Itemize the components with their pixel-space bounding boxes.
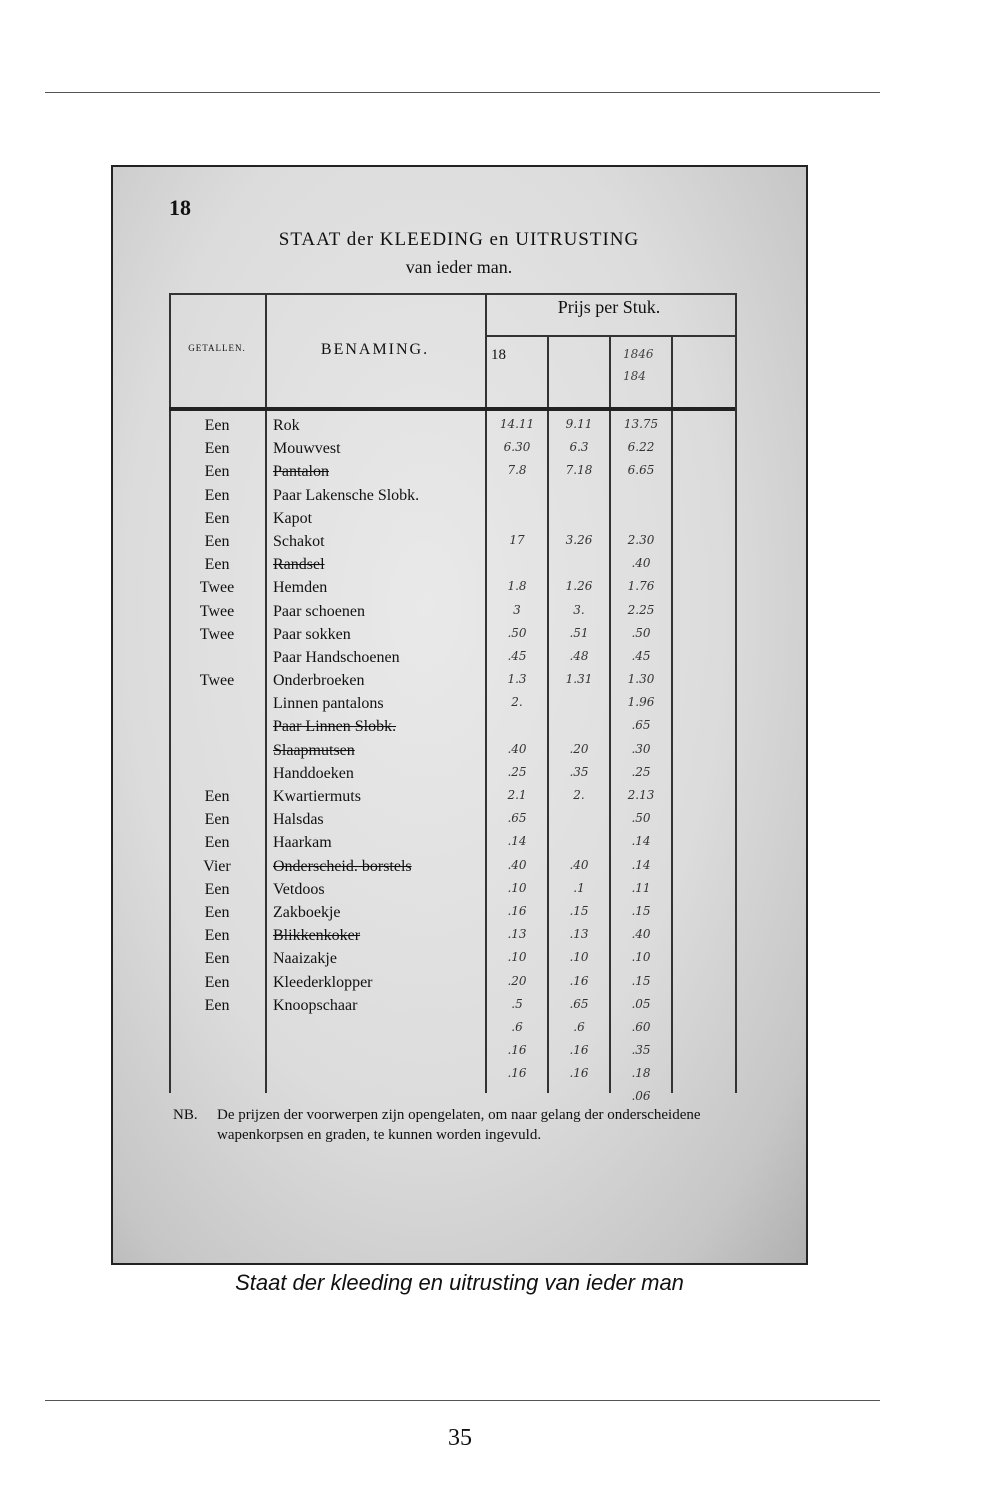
row-item-name: Zakboekje [273, 903, 341, 921]
table-row [169, 881, 779, 904]
row-price-1: .6 [511, 1019, 523, 1034]
row-price-2: 2. [573, 788, 585, 802]
row-price-1: .13 [507, 927, 527, 942]
row-price-1: .40 [507, 857, 527, 872]
row-price-3: 2.13 [627, 788, 655, 802]
row-price-3: .14 [631, 834, 651, 849]
row-item-name: Naaizakje [273, 950, 337, 968]
row-item-name: Schakot [273, 532, 325, 550]
row-price-3: 6.22 [627, 440, 655, 455]
row-price-3: .60 [631, 1019, 651, 1034]
table-row [169, 417, 779, 440]
row-price-1: .5 [511, 996, 523, 1011]
row-quantity: Een [204, 417, 230, 434]
row-item-name: Mouwvest [273, 440, 341, 458]
table-row [169, 626, 779, 649]
row-price-2: 1.31 [565, 672, 593, 687]
clothing-table [169, 293, 779, 1104]
row-item-name: Paar Lakensche Slobk. [273, 486, 420, 504]
row-price-1: 7.8 [507, 463, 527, 478]
row-price-3: .18 [631, 1066, 651, 1081]
row-price-1: 3 [513, 602, 521, 617]
row-price-1: 2. [511, 695, 523, 710]
row-item-name: Paar Handschoenen [273, 648, 400, 666]
row-quantity: Twee [199, 602, 235, 620]
row-price-2: 9.11 [565, 417, 593, 431]
row-item-name: Hemden [273, 579, 328, 597]
row-quantity: Een [204, 973, 230, 991]
table-row [169, 765, 779, 788]
row-price-2: .13 [569, 927, 589, 942]
row-price-1: .65 [507, 811, 527, 826]
scan-subtitle: van ieder man. [405, 257, 513, 277]
row-item-name: Paar sokken [273, 625, 351, 643]
row-price-2: .51 [569, 625, 589, 640]
table-rows [169, 417, 779, 1113]
table-row [169, 695, 779, 718]
row-price-3: .40 [631, 927, 651, 942]
row-price-1: 14.11 [499, 417, 535, 431]
row-price-3: 13.75 [623, 417, 659, 431]
table-row [169, 1043, 779, 1066]
scan-title: STAAT der KLEEDING en UITRUSTING [278, 229, 640, 250]
table-row [169, 603, 779, 626]
row-price-2: 1.26 [565, 579, 593, 594]
row-item-name: Randsel [273, 556, 325, 574]
row-price-3: .06 [631, 1089, 651, 1104]
nb-text: De prijzen der voorwerpen zijn opengelaten, om naar gelang der onderscheidene wapenkorpsen en graden, te kunnen worden ingevuld. [217, 1107, 701, 1143]
row-price-3: .11 [631, 880, 651, 895]
table-row [169, 997, 779, 1020]
row-price-2: .10 [569, 950, 589, 965]
table-row [169, 463, 779, 486]
row-item-name: Onderbroeken [273, 672, 365, 690]
row-price-1: .40 [507, 741, 527, 756]
header-benaming: BENAMING. [320, 341, 430, 358]
table-row [169, 510, 779, 533]
row-quantity: Twee [199, 625, 235, 643]
row-price-3: .50 [631, 625, 651, 640]
row-quantity: Een [204, 509, 230, 527]
row-price-3: .10 [631, 950, 651, 965]
row-item-name: Slaapmutsen [273, 741, 355, 759]
row-price-3: 6.65 [627, 463, 655, 478]
row-price-3: .15 [631, 973, 651, 988]
table-row [169, 718, 779, 741]
table-row [169, 533, 779, 556]
table-row [169, 649, 779, 672]
row-price-3: .25 [631, 764, 651, 779]
row-price-1: .16 [507, 903, 527, 918]
row-price-3: .50 [631, 811, 651, 826]
scan-page-number: 18 [169, 195, 191, 220]
row-quantity: Een [204, 950, 230, 968]
row-price-1: 6.30 [503, 440, 531, 455]
row-price-1: .10 [507, 880, 527, 895]
row-item-name: Handdoeken [273, 764, 354, 782]
row-item-name: Pantalon [273, 463, 329, 481]
header-year-4: 184 [623, 369, 646, 383]
row-item-name: Knoopschaar [273, 996, 358, 1014]
row-quantity: Een [204, 927, 230, 945]
row-price-1: 1.8 [507, 579, 527, 594]
table-row [169, 440, 779, 463]
header-year-3: 1846 [623, 347, 654, 361]
row-quantity: Een [204, 463, 230, 481]
row-item-name: Paar Linnen Slobk. [273, 718, 397, 736]
row-price-2: .16 [569, 1043, 589, 1058]
prijs-divider [485, 335, 735, 337]
table-row [169, 858, 779, 881]
row-price-1: .14 [507, 834, 527, 849]
row-price-3: .40 [631, 556, 651, 571]
header-bottom-line [169, 407, 735, 411]
row-quantity: Een [204, 996, 230, 1014]
row-price-1: .10 [507, 950, 527, 965]
table-row [169, 834, 779, 857]
row-item-name: Vetdoos [273, 880, 325, 898]
header-getallen: GETALLEN. [188, 343, 246, 353]
row-price-3: .35 [631, 1043, 651, 1058]
table-row [169, 811, 779, 834]
table-row [169, 556, 779, 579]
table-row [169, 974, 779, 997]
table-row [169, 788, 779, 811]
row-item-name: Blikkenkoker [273, 927, 361, 945]
table-top-line [169, 293, 735, 295]
table-row [169, 1066, 779, 1089]
row-quantity: Een [204, 556, 230, 574]
row-price-3: 2.30 [627, 532, 655, 547]
row-quantity: Een [204, 903, 230, 921]
row-item-name: Onderscheid. borstels [273, 857, 412, 875]
row-price-1: .25 [507, 764, 527, 779]
row-price-3: 1.96 [627, 695, 655, 710]
row-price-1: 1.3 [507, 672, 527, 687]
row-price-3: .45 [631, 648, 651, 663]
row-price-2: .48 [569, 648, 589, 663]
row-price-3: .15 [631, 903, 651, 918]
table-row [169, 927, 779, 950]
table-row [169, 672, 779, 695]
row-price-3: 1.30 [627, 672, 655, 687]
row-item-name: Linnen pantalons [273, 695, 384, 713]
page-number: 35 [448, 1425, 472, 1451]
row-quantity: Een [204, 834, 230, 852]
row-price-2: .20 [569, 741, 589, 756]
row-price-3: .14 [631, 857, 651, 872]
bottom-rule [45, 1400, 880, 1401]
row-price-1: .20 [507, 973, 527, 988]
row-item-name: Paar schoenen [273, 602, 365, 620]
row-quantity: Een [204, 532, 230, 550]
row-price-2: 3. [573, 602, 585, 617]
row-quantity: Twee [199, 672, 235, 690]
row-quantity: Twee [199, 579, 235, 597]
row-item-name: Rok [273, 417, 300, 434]
row-quantity: Een [204, 440, 230, 458]
row-price-2: .65 [569, 996, 589, 1011]
header-prijs: Prijs per Stuk. [557, 297, 661, 317]
row-quantity: Een [204, 486, 230, 504]
row-price-2: .15 [569, 903, 589, 918]
row-price-2: .35 [569, 764, 589, 779]
table-row [169, 579, 779, 602]
row-item-name: Kwartiermuts [273, 788, 361, 805]
header-year-1: 18 [491, 347, 506, 363]
row-price-2: .16 [569, 973, 589, 988]
row-price-1: .16 [507, 1066, 527, 1081]
row-price-3: .30 [631, 741, 651, 756]
row-price-2: .6 [573, 1019, 585, 1034]
row-price-1: 17 [509, 532, 525, 547]
table-row [169, 904, 779, 927]
row-item-name: Kapot [273, 509, 313, 527]
row-quantity: Een [204, 880, 230, 898]
row-price-1: .50 [507, 625, 527, 640]
row-price-2: .16 [569, 1066, 589, 1081]
row-quantity: Een [204, 788, 230, 805]
row-item-name: Halsdas [273, 811, 324, 829]
row-price-2: .1 [573, 880, 585, 895]
row-price-1: .45 [507, 648, 527, 663]
top-rule [45, 92, 880, 93]
row-price-2: .40 [569, 857, 589, 872]
figure-caption: Staat der kleeding en uitrusting van ieder man [235, 1270, 684, 1295]
row-item-name: Haarkam [273, 834, 332, 852]
row-price-3: 1.76 [627, 579, 655, 594]
row-price-3: .05 [631, 996, 651, 1011]
row-price-2: 3.26 [565, 532, 593, 547]
table-row [169, 1020, 779, 1043]
scanned-page [159, 187, 799, 1247]
table-row [169, 950, 779, 973]
row-price-2: 7.18 [565, 463, 593, 478]
row-price-3: 2.25 [627, 602, 655, 617]
nb-label: NB. [173, 1107, 198, 1123]
table-row [169, 742, 779, 765]
row-item-name: Kleederklopper [273, 973, 373, 991]
table-row [169, 487, 779, 510]
row-price-3: .65 [631, 718, 651, 733]
row-price-2: 6.3 [569, 440, 589, 455]
row-price-1: 2.1 [507, 788, 527, 802]
row-quantity: Een [204, 811, 230, 829]
row-quantity: Vier [203, 857, 231, 875]
scanned-document-photo [111, 165, 808, 1265]
row-price-1: .16 [507, 1043, 527, 1058]
